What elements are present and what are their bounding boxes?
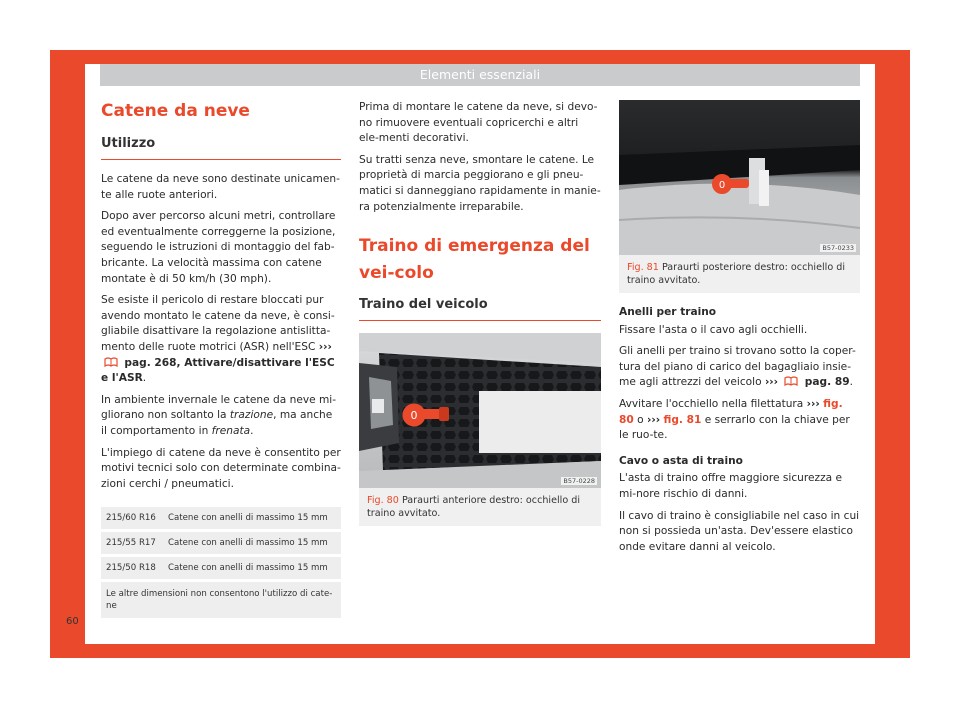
subsection-title-usage: Utilizzo bbox=[101, 136, 341, 160]
rear-bumper-photo bbox=[619, 100, 860, 255]
subsection-title-towing: Traino del veicolo bbox=[359, 297, 601, 321]
paragraph: Su tratti senza neve, smontare le catene. Le proprietà di marcia peggiorano e gli pneu-matici si danneggiano rapidamente in manie-ra potenzialmente irreparabile. bbox=[359, 153, 601, 213]
section-title-snow-chains: Catene da neve bbox=[101, 101, 250, 121]
svg-text:0: 0 bbox=[718, 180, 726, 191]
figure-link[interactable]: fig. 81 bbox=[663, 413, 702, 426]
cross-ref-arrow: ››› bbox=[764, 376, 779, 389]
figure-number: Fig. 81 bbox=[627, 262, 659, 273]
svg-text:0: 0 bbox=[410, 409, 418, 423]
emphasis: frenata bbox=[211, 424, 251, 437]
caption-text: Paraurti anteriore destro: occhiello di traino avvitato. bbox=[367, 495, 581, 520]
paragraph-tools bbox=[619, 344, 860, 391]
paragraph-text: Se esiste il pericolo di restare bloccati pur avendo montato le catene da neve, è consi-gliabile disattivare la regolazione antislitta-mento delle ruote motrici (ASR) nell'ESC bbox=[101, 294, 335, 353]
paragraph-winter bbox=[101, 393, 341, 440]
punct: . bbox=[849, 376, 853, 389]
figure-link[interactable]: fig. 80 bbox=[619, 397, 843, 426]
figure-80 bbox=[359, 333, 601, 526]
running-header: Elementi essenziali bbox=[100, 64, 860, 86]
image-code: B57-0228 bbox=[563, 477, 595, 486]
chain-spec-cell: Catene con anelli di massimo 15 mm bbox=[163, 557, 341, 579]
cross-ref-arrow: ››› bbox=[646, 413, 661, 426]
paragraph: Il cavo di traino è consigliabile nel caso in cui non si possieda un'asta. Dev'essere elastico onde evitare danni al veicolo. bbox=[619, 509, 860, 553]
tyre-size-cell: 215/50 R18 bbox=[101, 557, 163, 579]
punct: . bbox=[250, 424, 254, 437]
text-run: Gli anelli per traino si trovano sotto la coper-tura del piano di carico del bagagliaio insie-me agli attrezzi del veicolo bbox=[619, 345, 856, 389]
cross-ref-link[interactable]: pag. 89 bbox=[804, 376, 850, 389]
image-code: B57-0233 bbox=[822, 244, 854, 252]
column-left bbox=[101, 100, 341, 618]
table-row bbox=[101, 507, 341, 529]
warning-book-icon bbox=[104, 356, 118, 367]
paragraph: Le catene da neve sono destinate unicamen-te alle ruote anteriori. bbox=[101, 173, 340, 201]
figure-caption bbox=[619, 255, 860, 287]
text-run: Avvitare l'occhiello nella filettatura bbox=[619, 397, 804, 410]
chain-spec-cell: Catene con anelli di massimo 15 mm bbox=[163, 507, 341, 529]
paragraph: L'impiego di catene da neve è consentito per motivi tecnici solo con determinate combina-zioni cerchi / pneumatici. bbox=[101, 446, 341, 490]
warning-book-icon bbox=[784, 375, 798, 386]
table-note: Le altre dimensioni non consentono l'utilizzo di cate-ne bbox=[101, 582, 341, 618]
paragraph: L'asta di traino offre maggiore sicurezza e mi-nore rischio di danni. bbox=[619, 472, 843, 500]
figure-caption bbox=[359, 488, 601, 520]
paragraph-screw bbox=[619, 397, 860, 444]
tyre-size-cell: 215/55 R17 bbox=[101, 532, 163, 554]
heading-tow-rings: Anelli per traino bbox=[619, 306, 717, 318]
paragraph: Fissare l'asta o il cavo agli occhielli. bbox=[619, 323, 808, 336]
table-row bbox=[101, 557, 341, 579]
tyre-size-cell: 215/60 R16 bbox=[101, 507, 163, 529]
front-bumper-illustration bbox=[359, 333, 601, 488]
cross-ref-link[interactable]: pag. 268, Attivare/disattivare l'ESC e l'ASR bbox=[101, 356, 335, 385]
paragraph: Dopo aver percorso alcuni metri, controllare ed eventualmente correggerne la posizione, seguendo le istruzioni di montaggio del fab-bricante. La velocità massima con catene montate è di 50 km/h (30 mph). bbox=[101, 210, 336, 285]
text-run: o bbox=[637, 413, 644, 426]
section-title-towing: Traino di emergenza del vei-colo bbox=[359, 236, 590, 284]
front-bumper-photo bbox=[359, 333, 601, 488]
figure-81 bbox=[619, 100, 860, 293]
column-middle bbox=[359, 100, 601, 526]
text-run: In ambiente invernale le catene da neve mi-gliorano non soltanto la bbox=[101, 393, 337, 422]
cross-ref-arrow: ››› bbox=[806, 397, 820, 410]
text-run: , ma anche il comportamento in bbox=[101, 409, 333, 437]
page-number: 60 bbox=[66, 616, 79, 627]
caption-text: Paraurti posteriore destro: occhiello di traino avvitato. bbox=[627, 262, 846, 286]
table-row bbox=[101, 532, 341, 554]
paragraph: Prima di montare le catene da neve, si devo-no rimuovere eventuali copricerchi e altri ele-menti decorativi. bbox=[359, 101, 598, 145]
heading-tow-rope: Cavo o asta di traino bbox=[619, 454, 743, 467]
punct: . bbox=[142, 372, 147, 385]
figure-number: Fig. 80 bbox=[367, 495, 399, 507]
cross-ref-arrow: ››› bbox=[318, 340, 332, 353]
tyre-chain-table bbox=[101, 504, 341, 582]
column-right bbox=[619, 100, 860, 555]
paragraph-asr bbox=[101, 293, 341, 387]
text-run: e serrarlo con la chiave per le ruo-te. bbox=[619, 413, 850, 442]
emphasis: trazione bbox=[229, 409, 274, 422]
rear-bumper-illustration bbox=[619, 100, 860, 255]
chain-spec-cell: Catene con anelli di massimo 15 mm bbox=[163, 532, 341, 554]
